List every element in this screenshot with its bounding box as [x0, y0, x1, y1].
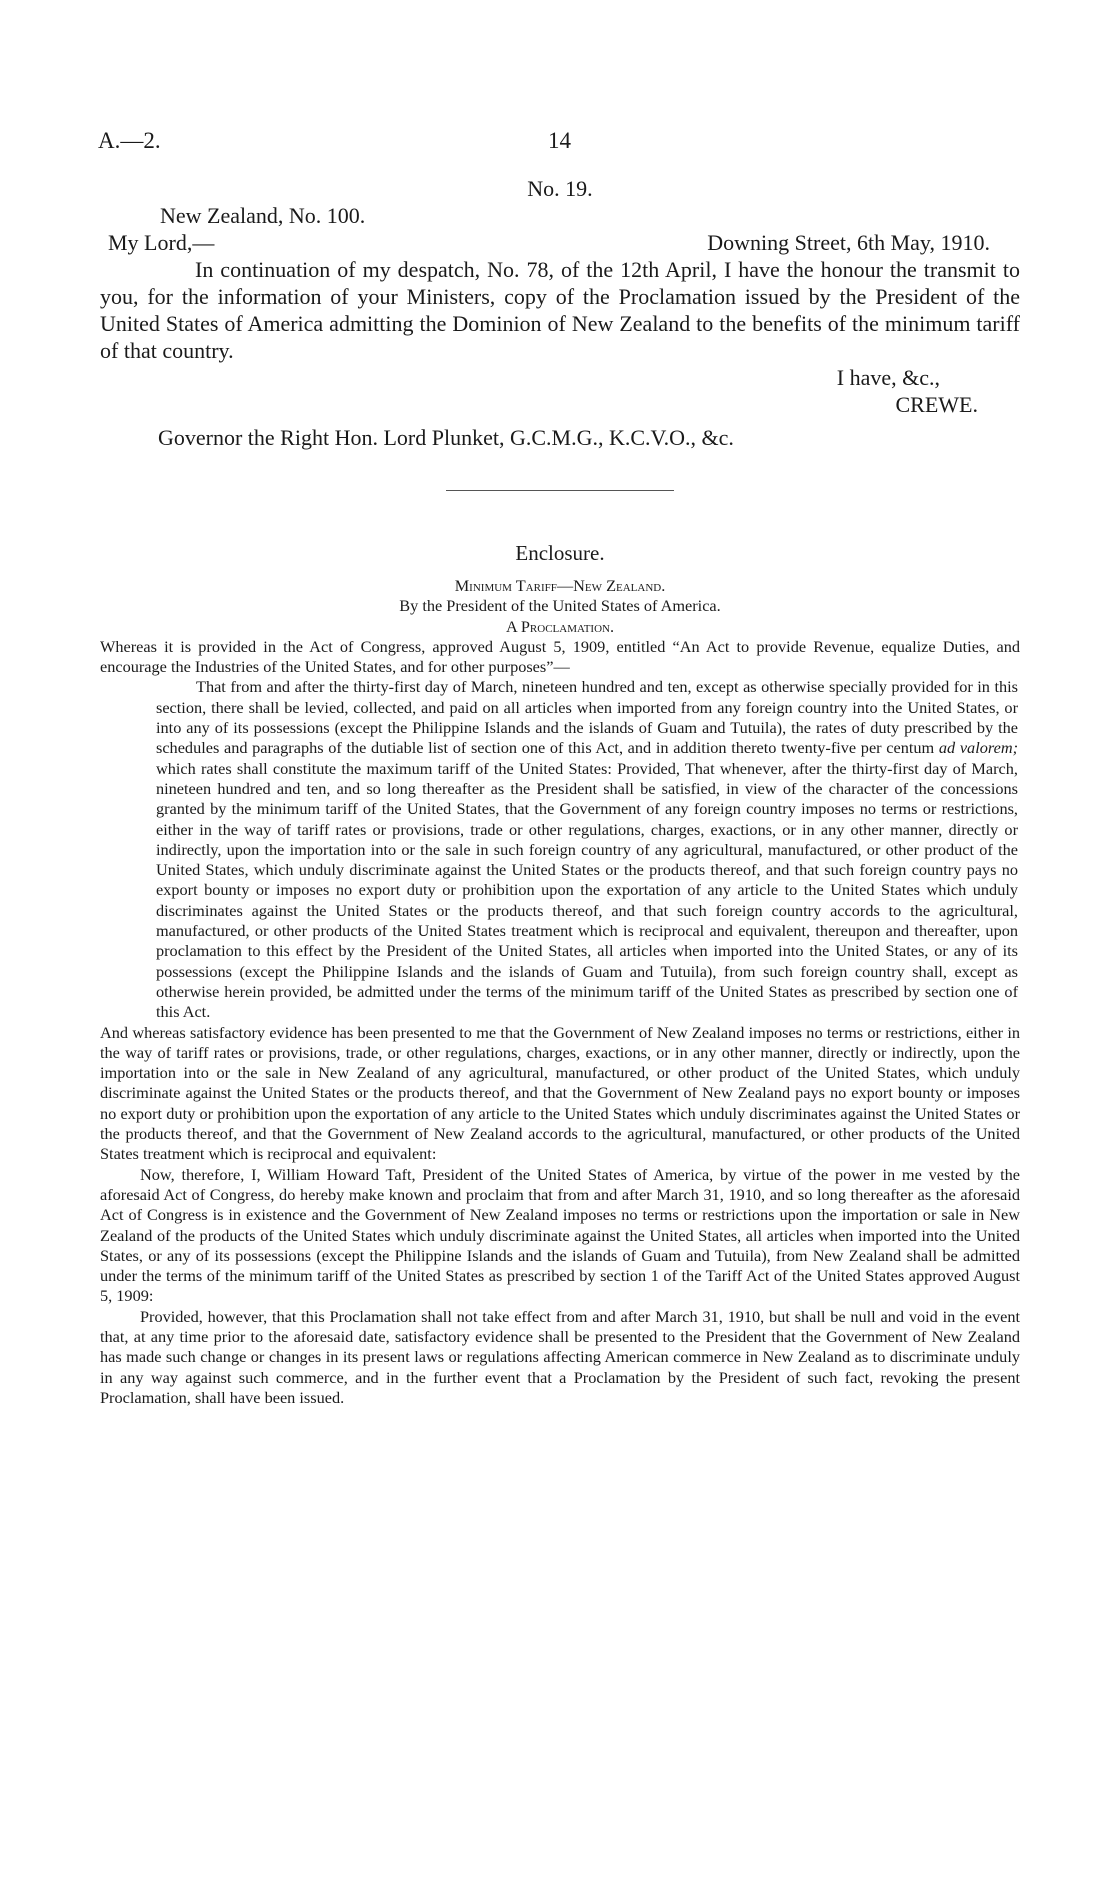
- page-header: [98, 128, 1026, 160]
- provided-paragraph: Provided, however, that this Proclamation shall not take effect from and after March 31, 1910, but shall be null and void in the event that, at any time prior to the aforesaid date, satisfactory evidence shall be presented to the President that the Government of New Zealand has made such change or changes in its present laws or regulations affecting American commerce in New Zealand as to discriminate unduly in any way against such commerce, and in the further event that a Proclamation by the President of such fact, revoking the present Proclamation, shall have been issued.: [100, 1306, 1020, 1407]
- enclosure-title: Enclosure.: [515, 541, 605, 565]
- enclosure-subtitle: Minimum Tariff—New Zealand.: [454, 576, 666, 595]
- by-line: By the President of the United States of America.: [399, 596, 721, 616]
- quotation-part-1: That from and after the thirty-first day of March, nineteen hundred and ten, except as otherwise specially provided for in this section, there shall be levied, collected, and paid on all articles when imported from any foreign country into the United States, or into any of its possessions (except the Philippine Islands and the islands of Guam and Tutuila), the rates of duty prescribed by the schedules and paragraphs of the dutiable list of section one of this Act, and in addition thereto twenty-five per centum: [156, 677, 1018, 758]
- salutation: My Lord,—: [108, 230, 215, 255]
- despatch-number: No. 19.: [527, 176, 593, 201]
- quotation-italic: ad valorem;: [938, 738, 1018, 758]
- now-therefore-paragraph: Now, therefore, I, William Howard Taft, President of the United States of America, by virtue of the power in me vested by the aforesaid Act of Congress, do hereby make known and proclaim that from and after March 31, 1910, and so long thereafter as the aforesaid Act of Congress is in existence and the Government of New Zealand imposes no terms or restrictions upon the importation or sale in New Zealand of the products of the United States which unduly discriminate against the United States, all articles when imported into the United States, or any of its possessions (except the Philippine Islands and the islands of Guam and Tutuila), from New Zealand shall be admitted under the terms of the minimum tariff of the United States as prescribed by section 1 of the Tariff Act of the United States approved August 5, 1909:: [100, 1164, 1020, 1306]
- dateline: Downing Street, 6th May, 1910.: [707, 230, 990, 255]
- act-quotation: [100, 677, 1020, 1022]
- salutation-row: [100, 229, 1020, 256]
- page-number: 14: [548, 128, 571, 153]
- enclosure: [100, 540, 1020, 1408]
- despatch-body: In continuation of my despatch, No. 78, of the 12th April, I have the honour the transmit to you, for the information of your Ministers, copy of the Proclamation issued by the President of the United States of America admitting the Dominion of New Zealand to the benefits of the minimum tariff of that country.: [100, 257, 1020, 363]
- quotation-part-2: which rates shall constitute the maximum tariff of the United States: Provided, That whenever, after the thirty-first day of March, nineteen hundred and ten, and so long thereafter as the President shall be satisfied, in view of the character of the concessions granted by the minimum tariff of the United States, that the Government of any foreign country imposes no terms or restrictions, either in the way of tariff rates or provisions, trade or other regulations, charges, exactions, or in any other manner, directly or indirectly, upon the importation into or the sale in such foreign country of any agricultural, manufactured, or other product of the United States, which unduly discriminate against the United States or the products thereof, and that such foreign country pays no export bounty or imposes no export duty or prohibition upon the exportation of any article to the United States which unduly discriminates against the United States or the products thereof, and that such foreign country accords to the agricultural, manufactured, or other products of the United States treatment which is reciprocal and equivalent, thereupon and thereafter, upon proclamation to this effect by the President of the United States, all articles when imported into the United States, or any of its possessions (except the Philippine Islands and the islands of Guam and Tutuila), from such foreign country shall, except as otherwise herein provided, be admitted under the terms of the minimum tariff of the United States as prescribed by section one of this Act.: [156, 758, 1018, 1022]
- section-reference: A.—2.: [98, 128, 161, 153]
- and-whereas-paragraph: And whereas satisfactory evidence has been presented to me that the Government of New Zealand imposes no terms or restrictions, either in the way of tariff rates or provisions, trade, or other regulations, charges, exactions, or in any other manner, directly or indirectly, upon the importation into or the sale in New Zealand of any agricultural, manufactured, or other product of the United States, which unduly discriminate against the United States or the products thereof, and that the Government of New Zealand pays no export bounty or imposes no export duty or prohibition upon the exportation of any article to the United States which unduly discriminates against the United States or the products thereof, and that the Government of New Zealand accords to the agricultural, manufactured, or other products of the United States treatment which is reciprocal and equivalent:: [100, 1022, 1020, 1164]
- despatch-address: New Zealand, No. 100.: [160, 203, 366, 228]
- proclamation-heading: A Proclamation.: [505, 616, 615, 636]
- despatch-letter: [100, 175, 1020, 451]
- signature: CREWE.: [895, 392, 978, 417]
- section-divider: [446, 490, 674, 491]
- closing: I have, &c.,: [836, 365, 940, 390]
- whereas-paragraph: Whereas it is provided in the Act of Congress, approved August 5, 1909, entitled “An Act to provide Revenue, equalize Duties, and encourage the Industries of the United States, and for other purposes”—: [100, 636, 1020, 677]
- addressee: Governor the Right Hon. Lord Plunket, G.C.M.G., K.C.V.O., &c.: [158, 425, 734, 450]
